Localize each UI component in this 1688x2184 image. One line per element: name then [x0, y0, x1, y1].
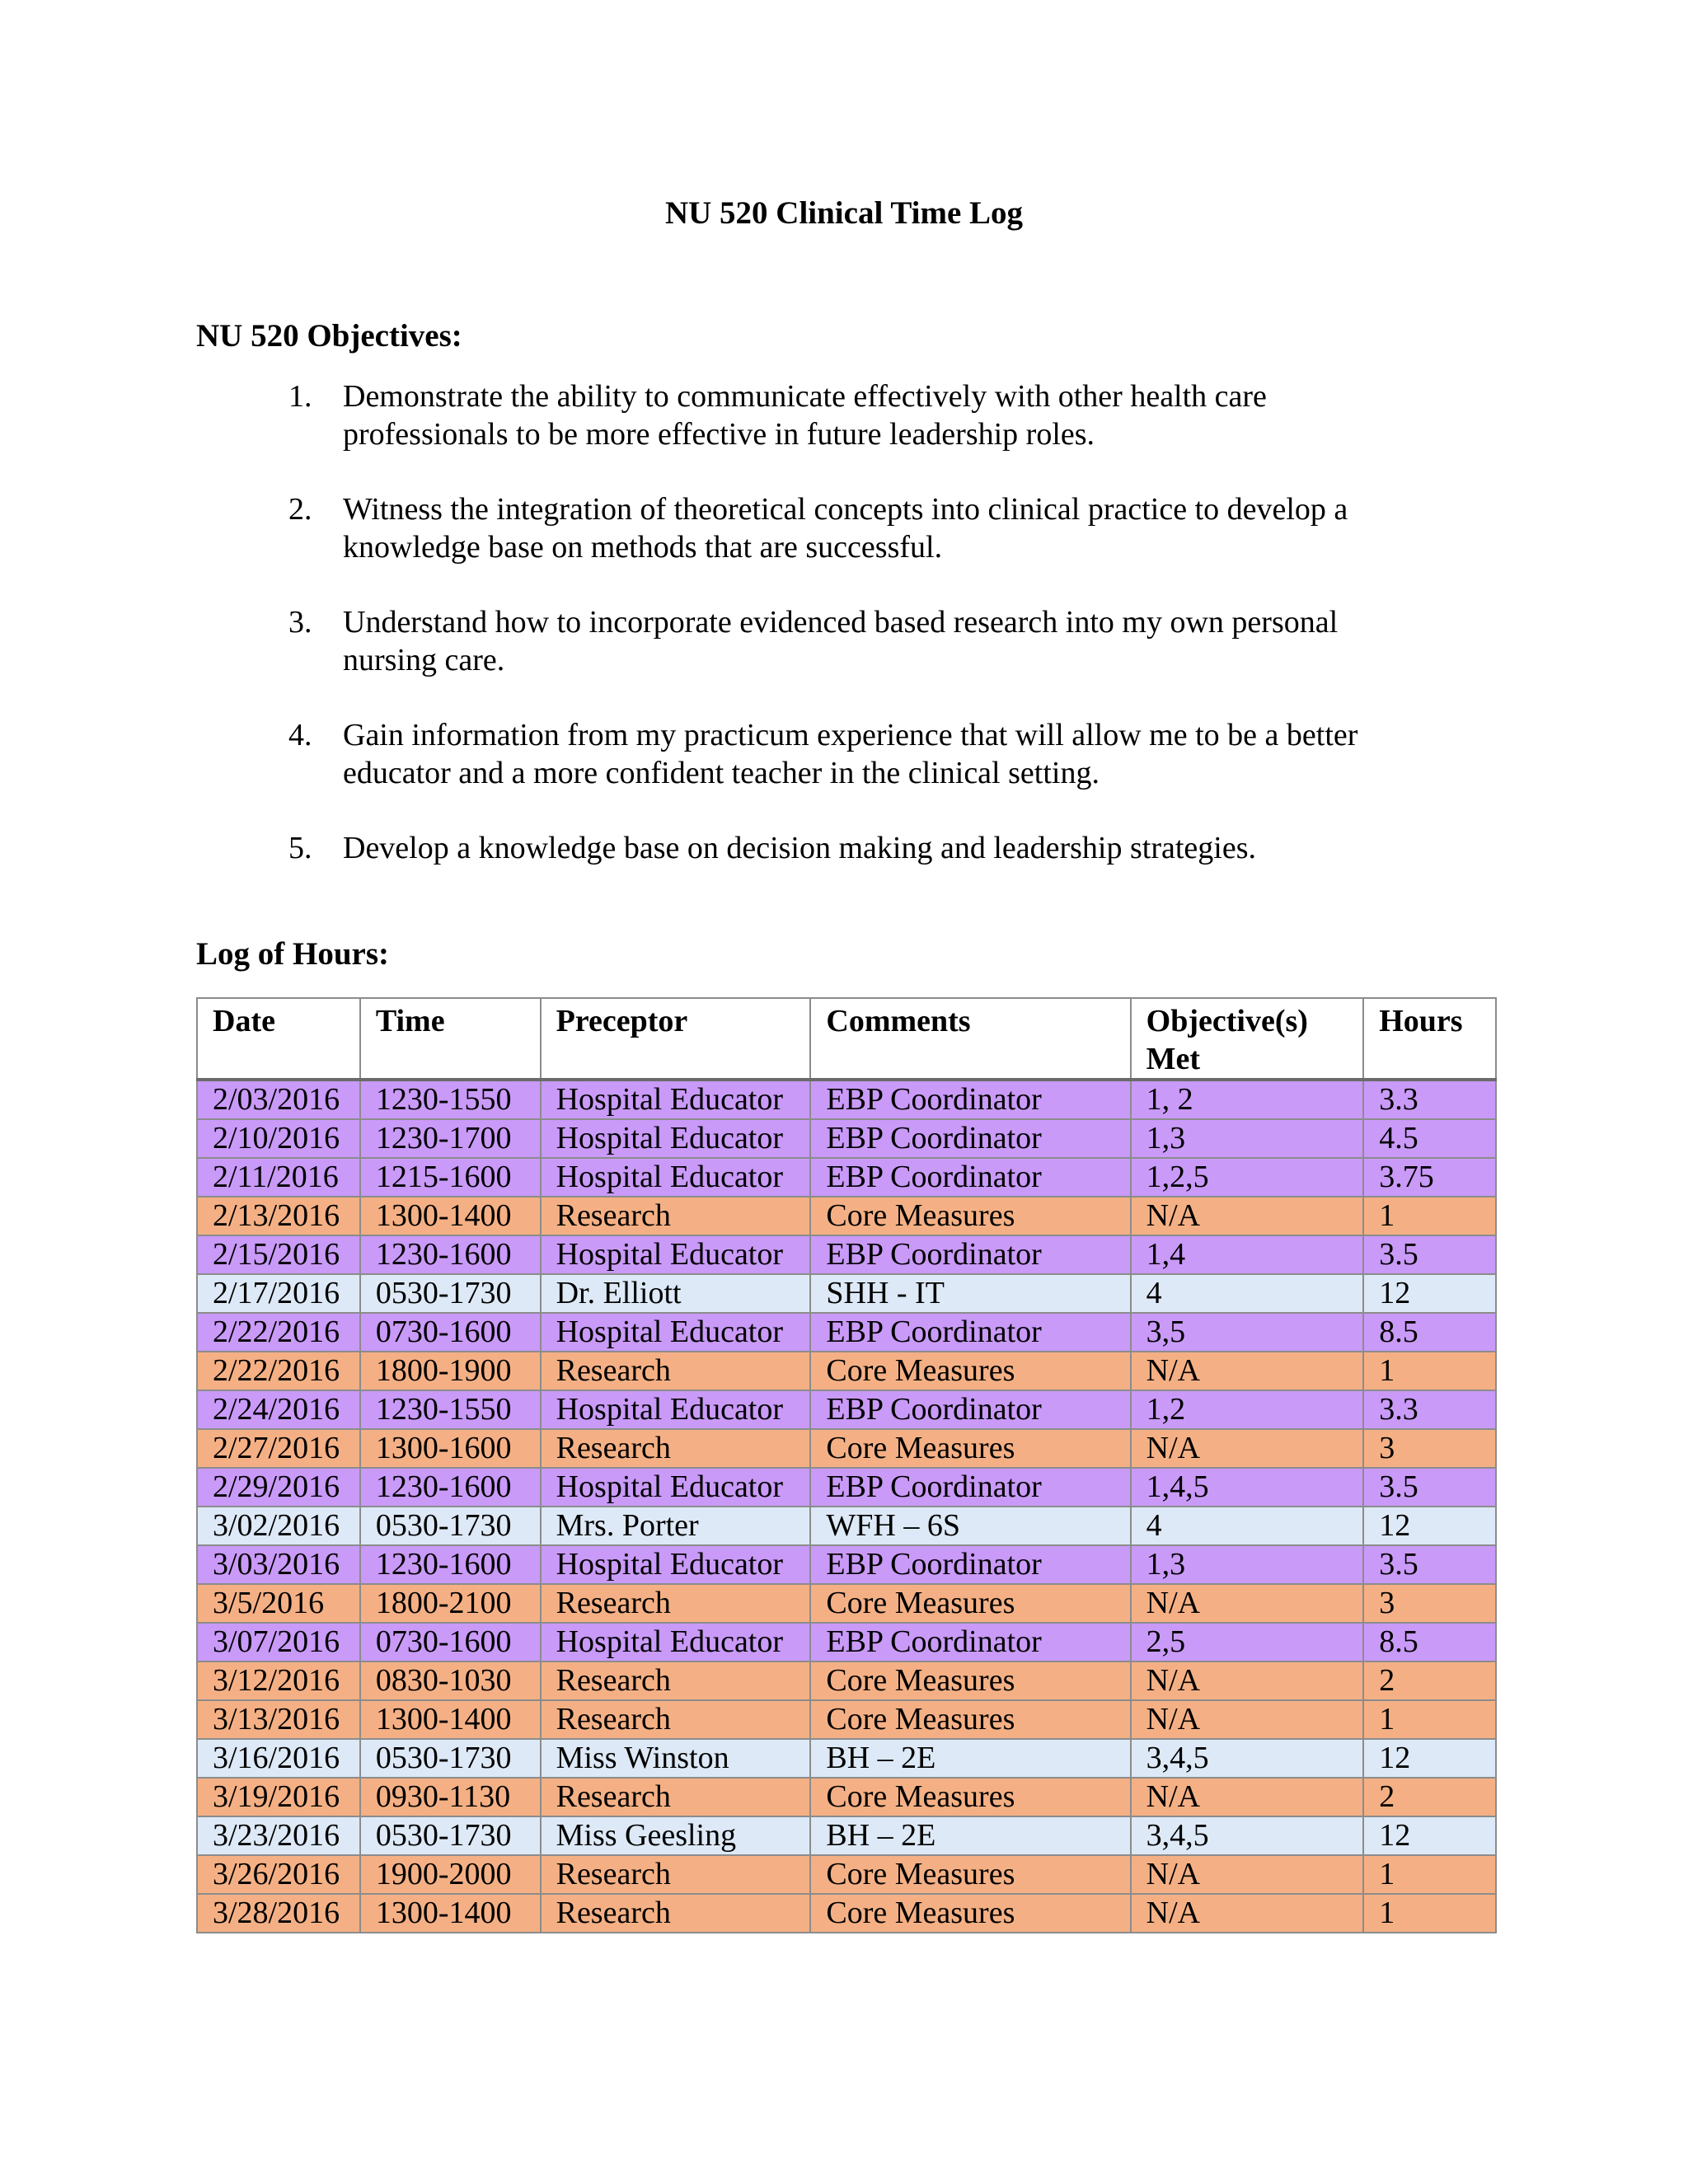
- preceptor-cell: Hospital Educator: [541, 1235, 811, 1274]
- comments-cell: EBP Coordinator: [810, 1390, 1130, 1429]
- objectives-cell: N/A: [1131, 1584, 1364, 1623]
- objectives-heading: NU 520 Objectives:: [196, 318, 462, 354]
- hours-cell: 2: [1363, 1778, 1496, 1816]
- preceptor-cell: Miss Geesling: [541, 1816, 811, 1855]
- time-cell: 1230-1600: [360, 1235, 541, 1274]
- time-cell: 1230-1600: [360, 1468, 541, 1507]
- date-cell: 2/22/2016: [197, 1352, 360, 1390]
- hours-cell: 3.5: [1363, 1545, 1496, 1584]
- time-cell: 0530-1730: [360, 1507, 541, 1545]
- comments-cell: EBP Coordinator: [810, 1468, 1130, 1507]
- hours-cell: 3: [1363, 1429, 1496, 1468]
- table-header-row: [197, 998, 1496, 1080]
- table-row: [197, 1197, 1496, 1235]
- hours-cell: 1: [1363, 1894, 1496, 1933]
- objectives-cell: N/A: [1131, 1661, 1364, 1700]
- objectives-cell: N/A: [1131, 1352, 1364, 1390]
- table-row: [197, 1816, 1496, 1855]
- objective-number: 5.: [288, 831, 312, 865]
- comments-cell: Core Measures: [810, 1855, 1130, 1894]
- time-cell: 0830-1030: [360, 1661, 541, 1700]
- comments-cell: BH – 2E: [810, 1739, 1130, 1778]
- hours-cell: 3.75: [1363, 1158, 1496, 1197]
- hours-cell: 1: [1363, 1855, 1496, 1894]
- table-row: [197, 1894, 1496, 1933]
- hours-cell: 12: [1363, 1816, 1496, 1855]
- preceptor-cell: Hospital Educator: [541, 1313, 811, 1352]
- time-cell: 1230-1700: [360, 1119, 541, 1158]
- time-cell: 0730-1600: [360, 1313, 541, 1352]
- hours-cell: 12: [1363, 1274, 1496, 1313]
- objective-number: 1.: [288, 379, 312, 414]
- hours-cell: 3.3: [1363, 1390, 1496, 1429]
- comments-cell: EBP Coordinator: [810, 1080, 1130, 1119]
- hours-cell: 8.5: [1363, 1623, 1496, 1661]
- table-row: [197, 1080, 1496, 1119]
- objectives-cell: 1,3: [1131, 1545, 1364, 1584]
- date-cell: 2/29/2016: [197, 1468, 360, 1507]
- table-row: [197, 1739, 1496, 1778]
- date-cell: 3/12/2016: [197, 1661, 360, 1700]
- table-row: [197, 1584, 1496, 1623]
- date-cell: 2/24/2016: [197, 1390, 360, 1429]
- preceptor-cell: Research: [541, 1429, 811, 1468]
- objective-item: [288, 490, 1434, 566]
- time-cell: 0530-1730: [360, 1274, 541, 1313]
- table-row: [197, 1158, 1496, 1197]
- table-row: [197, 1429, 1496, 1468]
- objective-item: [288, 377, 1434, 453]
- objectives-cell: N/A: [1131, 1700, 1364, 1739]
- comments-cell: Core Measures: [810, 1352, 1130, 1390]
- header-objectives-met: Objective(s) Met: [1131, 998, 1364, 1080]
- table-row: [197, 1545, 1496, 1584]
- comments-cell: BH – 2E: [810, 1816, 1130, 1855]
- date-cell: 2/15/2016: [197, 1235, 360, 1274]
- header-date: Date: [197, 998, 360, 1080]
- objectives-cell: N/A: [1131, 1894, 1364, 1933]
- preceptor-cell: Dr. Elliott: [541, 1274, 811, 1313]
- objective-item: [288, 829, 1434, 867]
- objective-item: [288, 603, 1434, 679]
- date-cell: 2/03/2016: [197, 1080, 360, 1119]
- objectives-cell: N/A: [1131, 1778, 1364, 1816]
- time-cell: 1300-1400: [360, 1894, 541, 1933]
- objectives-cell: 1, 2: [1131, 1080, 1364, 1119]
- hours-cell: 3: [1363, 1584, 1496, 1623]
- date-cell: 2/13/2016: [197, 1197, 360, 1235]
- date-cell: 3/19/2016: [197, 1778, 360, 1816]
- objectives-cell: 1,3: [1131, 1119, 1364, 1158]
- time-cell: 1230-1600: [360, 1545, 541, 1584]
- objectives-cell: 1,2,5: [1131, 1158, 1364, 1197]
- date-cell: 3/13/2016: [197, 1700, 360, 1739]
- hours-cell: 3.5: [1363, 1468, 1496, 1507]
- header-hours: Hours: [1363, 998, 1496, 1080]
- table-row: [197, 1235, 1496, 1274]
- comments-cell: EBP Coordinator: [810, 1545, 1130, 1584]
- preceptor-cell: Research: [541, 1352, 811, 1390]
- date-cell: 3/23/2016: [197, 1816, 360, 1855]
- objective-text: Gain information from my practicum experience that will allow me to be a better educator and a more confident teacher in the clinical setting.: [343, 718, 1358, 790]
- date-cell: 3/03/2016: [197, 1545, 360, 1584]
- page-title: NU 520 Clinical Time Log: [664, 195, 1024, 231]
- table-row: [197, 1661, 1496, 1700]
- time-cell: 1230-1550: [360, 1390, 541, 1429]
- comments-cell: Core Measures: [810, 1700, 1130, 1739]
- objectives-cell: N/A: [1131, 1197, 1364, 1235]
- hours-cell: 8.5: [1363, 1313, 1496, 1352]
- objective-text: Understand how to incorporate evidenced based research into my own personal nursing care.: [343, 605, 1339, 677]
- comments-cell: Core Measures: [810, 1197, 1130, 1235]
- comments-cell: SHH - IT: [810, 1274, 1130, 1313]
- objectives-cell: N/A: [1131, 1855, 1364, 1894]
- time-cell: 0930-1130: [360, 1778, 541, 1816]
- time-cell: 1800-1900: [360, 1352, 541, 1390]
- objectives-cell: N/A: [1131, 1429, 1364, 1468]
- comments-cell: EBP Coordinator: [810, 1235, 1130, 1274]
- preceptor-cell: Hospital Educator: [541, 1158, 811, 1197]
- preceptor-cell: Research: [541, 1197, 811, 1235]
- preceptor-cell: Hospital Educator: [541, 1390, 811, 1429]
- preceptor-cell: Hospital Educator: [541, 1119, 811, 1158]
- preceptor-cell: Mrs. Porter: [541, 1507, 811, 1545]
- comments-cell: Core Measures: [810, 1661, 1130, 1700]
- time-cell: 0730-1600: [360, 1623, 541, 1661]
- objectives-cell: 3,5: [1131, 1313, 1364, 1352]
- table-row: [197, 1778, 1496, 1816]
- objective-text: Develop a knowledge base on decision making and leadership strategies.: [343, 831, 1256, 865]
- objectives-cell: 1,4: [1131, 1235, 1364, 1274]
- hours-cell: 1: [1363, 1352, 1496, 1390]
- date-cell: 3/5/2016: [197, 1584, 360, 1623]
- log-heading: Log of Hours:: [196, 936, 389, 972]
- table-body: [197, 1080, 1496, 1933]
- table-row: [197, 1855, 1496, 1894]
- table-row: [197, 1623, 1496, 1661]
- header-time: Time: [360, 998, 541, 1080]
- hours-cell: 12: [1363, 1507, 1496, 1545]
- table-row: [197, 1468, 1496, 1507]
- time-cell: 1300-1600: [360, 1429, 541, 1468]
- comments-cell: Core Measures: [810, 1778, 1130, 1816]
- objective-text: Demonstrate the ability to communicate effectively with other health care professionals to be more effective in future leadership roles.: [343, 379, 1267, 452]
- date-cell: 3/16/2016: [197, 1739, 360, 1778]
- date-cell: 2/11/2016: [197, 1158, 360, 1197]
- date-cell: 2/17/2016: [197, 1274, 360, 1313]
- date-cell: 2/22/2016: [197, 1313, 360, 1352]
- table-row: [197, 1119, 1496, 1158]
- date-cell: 3/28/2016: [197, 1894, 360, 1933]
- objective-number: 4.: [288, 718, 312, 752]
- comments-cell: EBP Coordinator: [810, 1119, 1130, 1158]
- header-comments: Comments: [810, 998, 1130, 1080]
- preceptor-cell: Hospital Educator: [541, 1623, 811, 1661]
- comments-cell: WFH – 6S: [810, 1507, 1130, 1545]
- preceptor-cell: Research: [541, 1661, 811, 1700]
- objectives-cell: 3,4,5: [1131, 1816, 1364, 1855]
- time-cell: 0530-1730: [360, 1739, 541, 1778]
- preceptor-cell: Research: [541, 1700, 811, 1739]
- comments-cell: Core Measures: [810, 1584, 1130, 1623]
- hours-cell: 1: [1363, 1197, 1496, 1235]
- time-cell: 0530-1730: [360, 1816, 541, 1855]
- date-cell: 2/10/2016: [197, 1119, 360, 1158]
- time-cell: 1300-1400: [360, 1197, 541, 1235]
- table-row: [197, 1390, 1496, 1429]
- preceptor-cell: Miss Winston: [541, 1739, 811, 1778]
- time-cell: 1230-1550: [360, 1080, 541, 1119]
- comments-cell: EBP Coordinator: [810, 1313, 1130, 1352]
- objectives-cell: 1,2: [1131, 1390, 1364, 1429]
- objective-item: [288, 716, 1434, 792]
- table-row: [197, 1313, 1496, 1352]
- objectives-list: [288, 377, 1434, 904]
- hours-cell: 3.3: [1363, 1080, 1496, 1119]
- preceptor-cell: Research: [541, 1894, 811, 1933]
- comments-cell: Core Measures: [810, 1429, 1130, 1468]
- comments-cell: EBP Coordinator: [810, 1623, 1130, 1661]
- hours-log-table: [196, 997, 1497, 1933]
- time-cell: 1215-1600: [360, 1158, 541, 1197]
- comments-cell: Core Measures: [810, 1894, 1130, 1933]
- preceptor-cell: Research: [541, 1778, 811, 1816]
- hours-cell: 4.5: [1363, 1119, 1496, 1158]
- objective-text: Witness the integration of theoretical concepts into clinical practice to develop a knowledge base on methods that are successful.: [343, 492, 1348, 565]
- preceptor-cell: Research: [541, 1584, 811, 1623]
- header-preceptor: Preceptor: [541, 998, 811, 1080]
- time-cell: 1300-1400: [360, 1700, 541, 1739]
- preceptor-cell: Hospital Educator: [541, 1080, 811, 1119]
- objectives-cell: 4: [1131, 1507, 1364, 1545]
- hours-cell: 2: [1363, 1661, 1496, 1700]
- table-row: [197, 1507, 1496, 1545]
- preceptor-cell: Hospital Educator: [541, 1545, 811, 1584]
- hours-cell: 3.5: [1363, 1235, 1496, 1274]
- date-cell: 2/27/2016: [197, 1429, 360, 1468]
- objectives-cell: 3,4,5: [1131, 1739, 1364, 1778]
- time-cell: 1900-2000: [360, 1855, 541, 1894]
- table-row: [197, 1274, 1496, 1313]
- date-cell: 3/26/2016: [197, 1855, 360, 1894]
- objectives-cell: 1,4,5: [1131, 1468, 1364, 1507]
- time-cell: 1800-2100: [360, 1584, 541, 1623]
- objectives-cell: 2,5: [1131, 1623, 1364, 1661]
- objective-number: 3.: [288, 605, 312, 640]
- table-row: [197, 1700, 1496, 1739]
- comments-cell: EBP Coordinator: [810, 1158, 1130, 1197]
- objective-number: 2.: [288, 492, 312, 527]
- table-row: [197, 1352, 1496, 1390]
- preceptor-cell: Research: [541, 1855, 811, 1894]
- objectives-cell: 4: [1131, 1274, 1364, 1313]
- preceptor-cell: Hospital Educator: [541, 1468, 811, 1507]
- hours-cell: 1: [1363, 1700, 1496, 1739]
- date-cell: 3/07/2016: [197, 1623, 360, 1661]
- date-cell: 3/02/2016: [197, 1507, 360, 1545]
- hours-cell: 12: [1363, 1739, 1496, 1778]
